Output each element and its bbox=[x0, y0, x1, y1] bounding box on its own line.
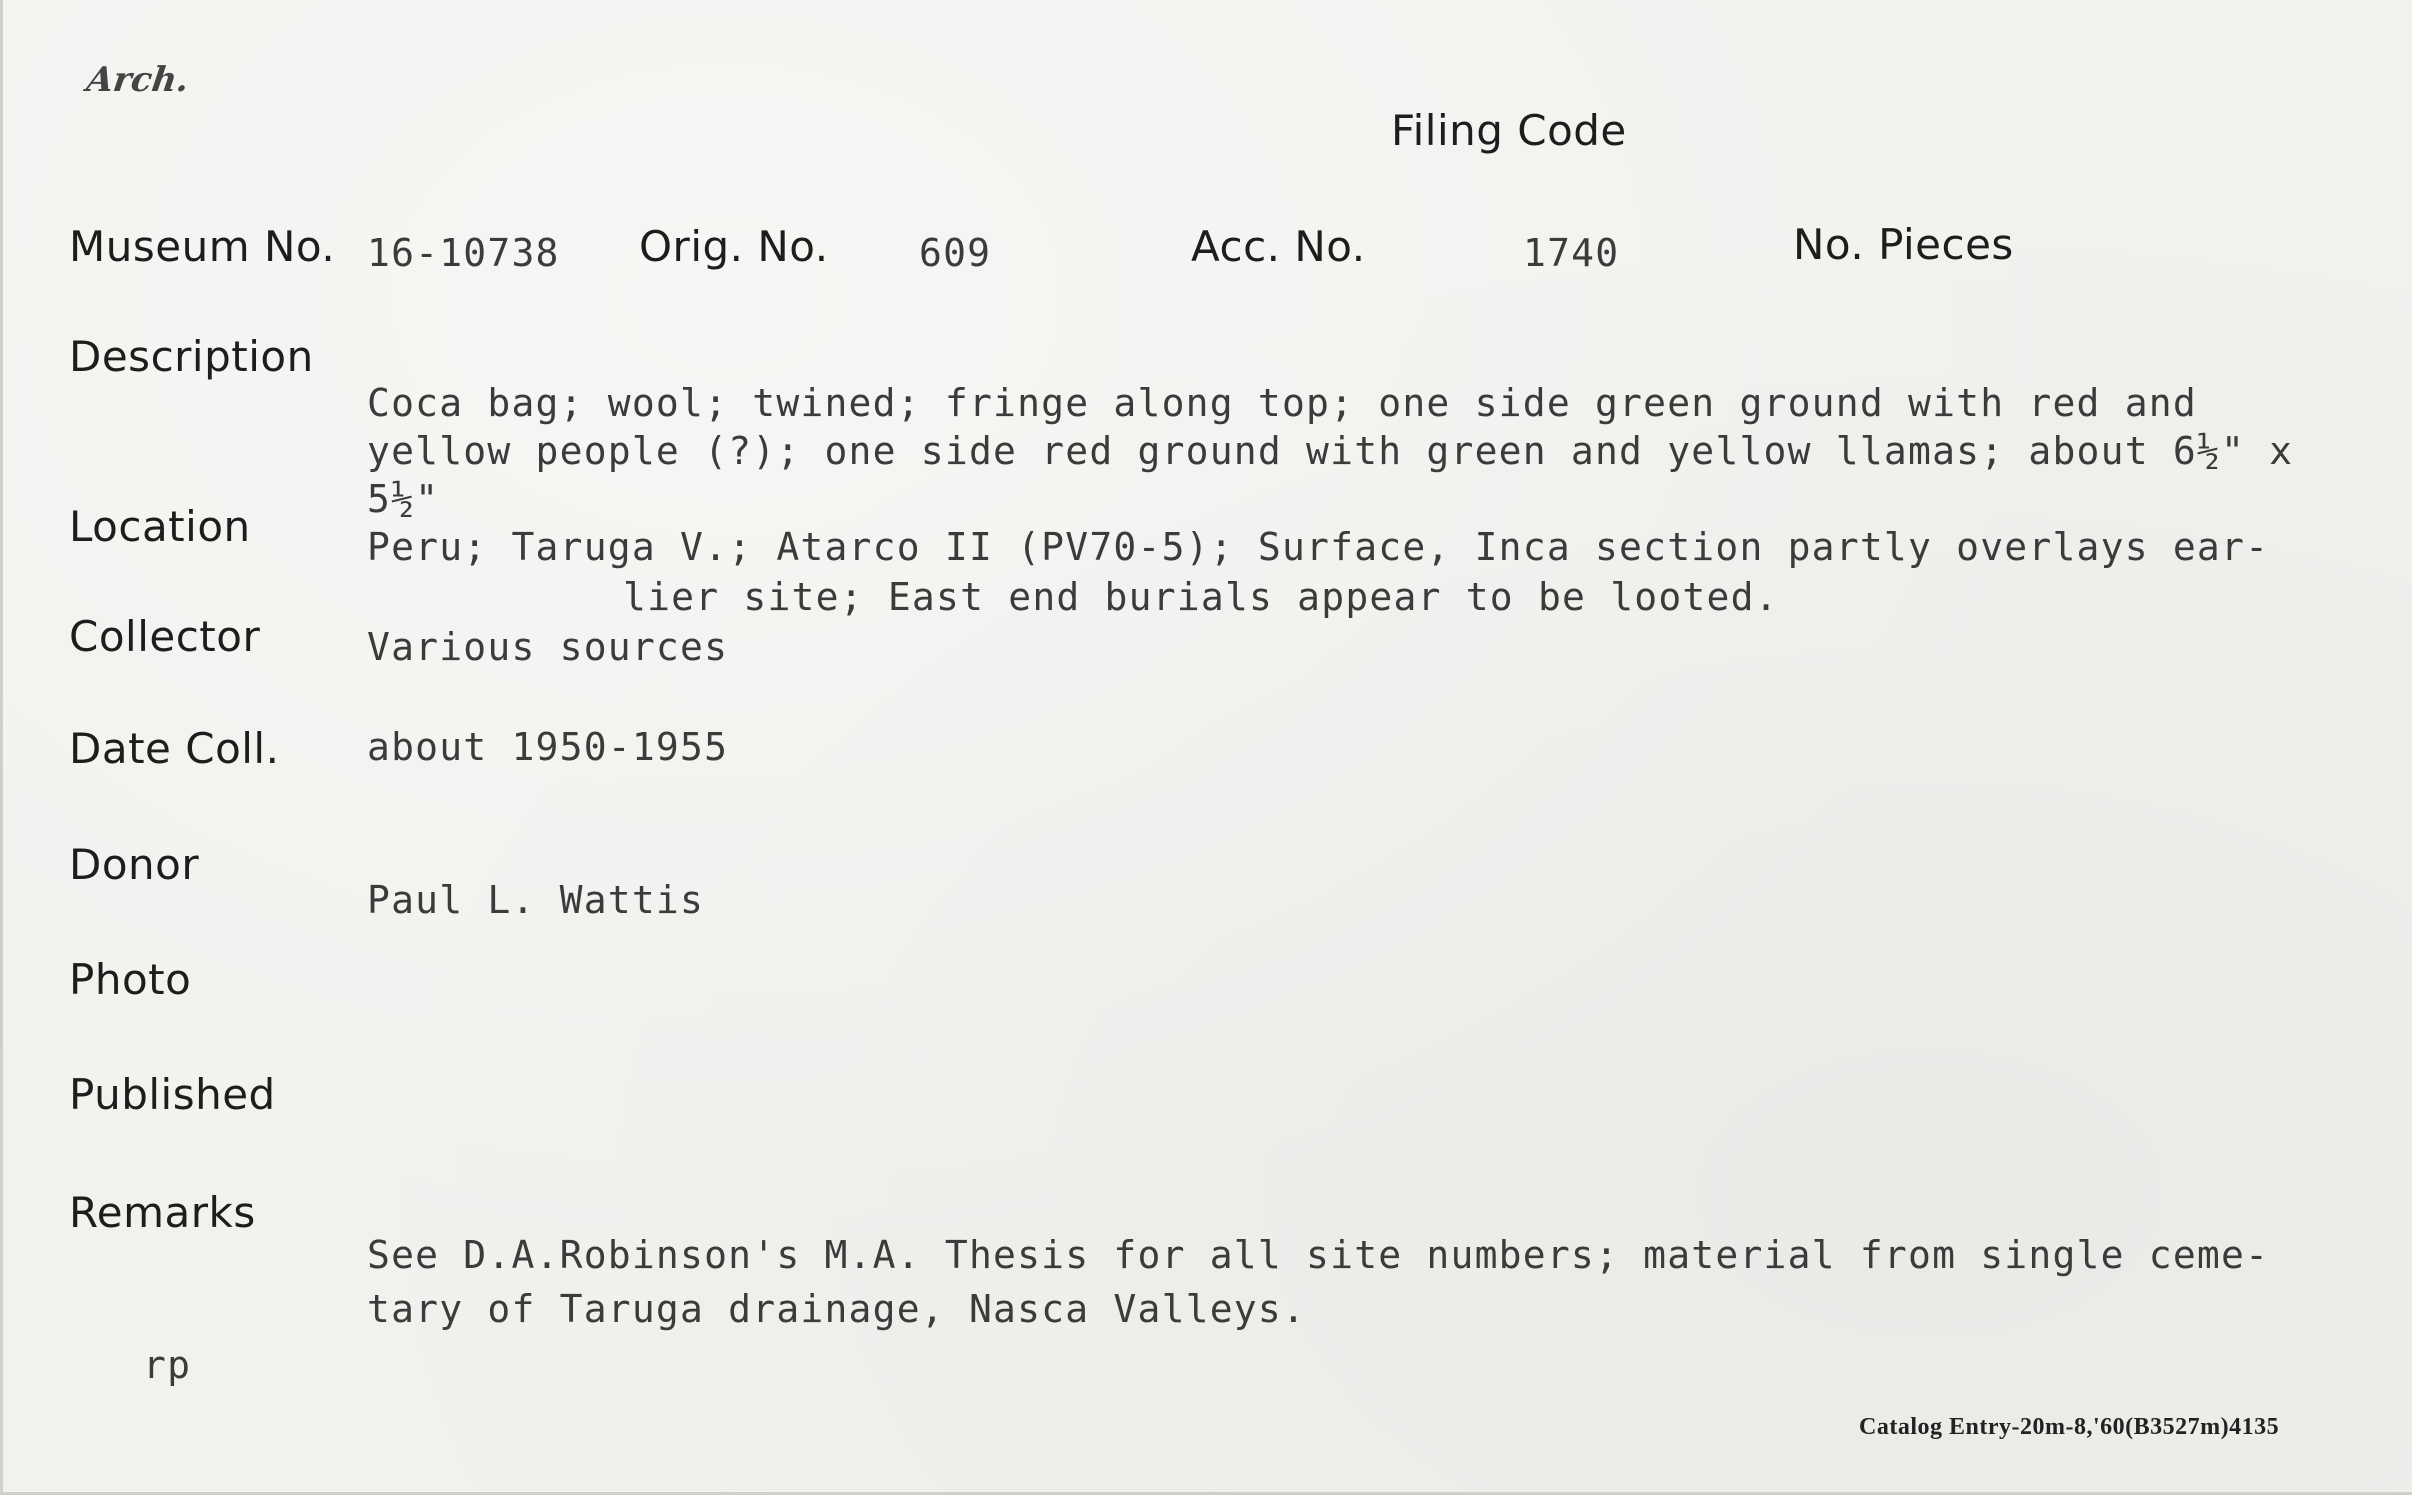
location-label: Location bbox=[69, 502, 251, 551]
remarks-line-2: tary of Taruga drainage, Nasca Valleys. bbox=[367, 1287, 1307, 1331]
initials: rp bbox=[143, 1343, 192, 1387]
catalog-footer: Catalog Entry-20m-8,'60(B3527m)4135 bbox=[1859, 1414, 2280, 1440]
no-pieces-label: No. Pieces bbox=[1793, 220, 2014, 269]
remarks-label: Remarks bbox=[69, 1188, 256, 1237]
description-line-3: 5½" bbox=[367, 477, 440, 521]
orig-no-value: 609 bbox=[919, 231, 992, 275]
remarks-line-1: See D.A.Robinson's M.A. Thesis for all site numbers; material from single ceme- bbox=[367, 1233, 2270, 1277]
description-label: Description bbox=[69, 332, 314, 381]
orig-no-label: Orig. No. bbox=[639, 222, 829, 271]
date-coll-value: about 1950-1955 bbox=[367, 725, 729, 769]
collector-value: Various sources bbox=[367, 625, 729, 669]
collector-label: Collector bbox=[69, 612, 261, 661]
description-line-2: yellow people (?); one side red ground with green and yellow llamas; about 6½" x bbox=[367, 429, 2294, 473]
location-line-1: Peru; Taruga V.; Atarco II (PV70-5); Surface, Inca section partly overlays ear- bbox=[367, 525, 2270, 569]
published-label: Published bbox=[69, 1070, 276, 1119]
acc-no-value: 1740 bbox=[1523, 231, 1620, 275]
photo-label: Photo bbox=[69, 955, 192, 1004]
description-line-1: Coca bag; wool; twined; fringe along top; one side green ground with red and bbox=[367, 381, 2197, 425]
donor-value: Paul L. Wattis bbox=[367, 878, 705, 922]
museum-no-label: Museum No. bbox=[69, 222, 336, 271]
donor-label: Donor bbox=[69, 840, 200, 889]
corner-mark: Arch. bbox=[84, 60, 192, 100]
date-coll-label: Date Coll. bbox=[69, 724, 280, 773]
acc-no-label: Acc. No. bbox=[1191, 222, 1366, 271]
museum-no-value: 16-10738 bbox=[367, 231, 560, 275]
filing-code-label: Filing Code bbox=[1391, 106, 1627, 155]
location-line-2: lier site; East end burials appear to be looted. bbox=[623, 575, 1779, 619]
